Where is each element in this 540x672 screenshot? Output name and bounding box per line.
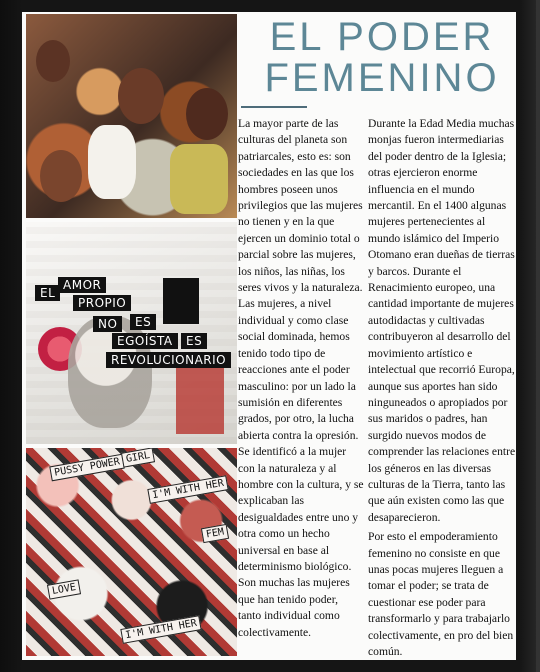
collage-word-el: EL — [35, 285, 60, 301]
sign-im-with-her-2: I'M WITH HER — [120, 615, 202, 644]
sign-pussy-power: PUSSY POWER — [49, 454, 125, 482]
magazine-page — [22, 12, 516, 660]
paragraph-3: Por esto el empoderamiento femenino no consiste en que unas pocas mujeres lleguen a tomar el poder; se trata de cuestionar ese poder para transformarlo y para trabajarlo colectivamente, en pro del bien común. — [368, 530, 514, 658]
collage-word-amor: AMOR — [58, 277, 106, 293]
sign-love: LOVE — [47, 579, 81, 599]
black-paper-scrap — [163, 278, 199, 324]
sign-im-with-her: I'M WITH HER — [147, 475, 229, 504]
title-divider — [241, 106, 307, 108]
paragraph-1: La mayor parte de las culturas del planeta son patriarcales, esto es: son sociedades en las que los hombres poseen unos privilegios que las mujeres no tienen y en la que ejercen un dominio total o parcial sobre las mujeres, los niños, las niñas, los seres vivos y la naturaleza. Las mujeres, a nivel individual y como clase social dominada, hemos tenido todo tipo de reacciones ante el poder masculino: por un lado la sumisión en diferentes grados, por otro, la lucha abierta contra la opresión. Se identificó a la mujer con la naturaleza y al hombre con la cultura, y se explicaban las desigualdades entre uno y otra como un hecho universal en base al determinismo biológico. Son muchas las mujeres que han tenido poder, tanto individual como colectivamente. — [238, 117, 364, 639]
sign-girl: GIRL — [121, 448, 155, 468]
poster-illustration — [26, 448, 237, 656]
collage-amor-propio — [26, 222, 237, 444]
collage-word-es: ES — [130, 314, 156, 330]
article-column-2 — [368, 116, 516, 660]
collage-word-es-2: ES — [181, 333, 207, 349]
photo-women-smiling — [26, 14, 237, 218]
paragraph-2: Durante la Edad Media muchas monjas fueron intermediarias del poder dentro de la Iglesia; otras ejercieron enorme influencia en el mundo mercantil. En el 1400 algunas mujeres pertenecientes al mundo islámico del Imperio Otomano eran dueñas de tierras y barcos. Durante el Renacimiento europeo, una cantidad importante de mujeres autodidactas y cultivadas contribuyeron al desarrollo del movimiento artístico e intelectual que recorrió Europa, aunque sus aportes han sido ninguneados o apropiados por sus maridos o padres, han surgido nuevos modos de comprender las relaciones entre los géneros en las diversas culturas de la Tierra, tanto las que aún existen como las que desaparecieron. — [368, 117, 516, 524]
collage-word-revolucionario: REVOLUCIONARIO — [106, 352, 231, 368]
collage-word-propio: PROPIO — [73, 295, 131, 311]
article-column-1 — [238, 116, 364, 644]
collage-word-no: NO — [93, 316, 122, 332]
sign-fem: FEM — [201, 524, 229, 543]
right-edge — [536, 0, 540, 672]
collage-word-egoista: EGOÍSTA — [112, 333, 178, 349]
page-title: EL PODER FEMENINO — [264, 15, 500, 100]
